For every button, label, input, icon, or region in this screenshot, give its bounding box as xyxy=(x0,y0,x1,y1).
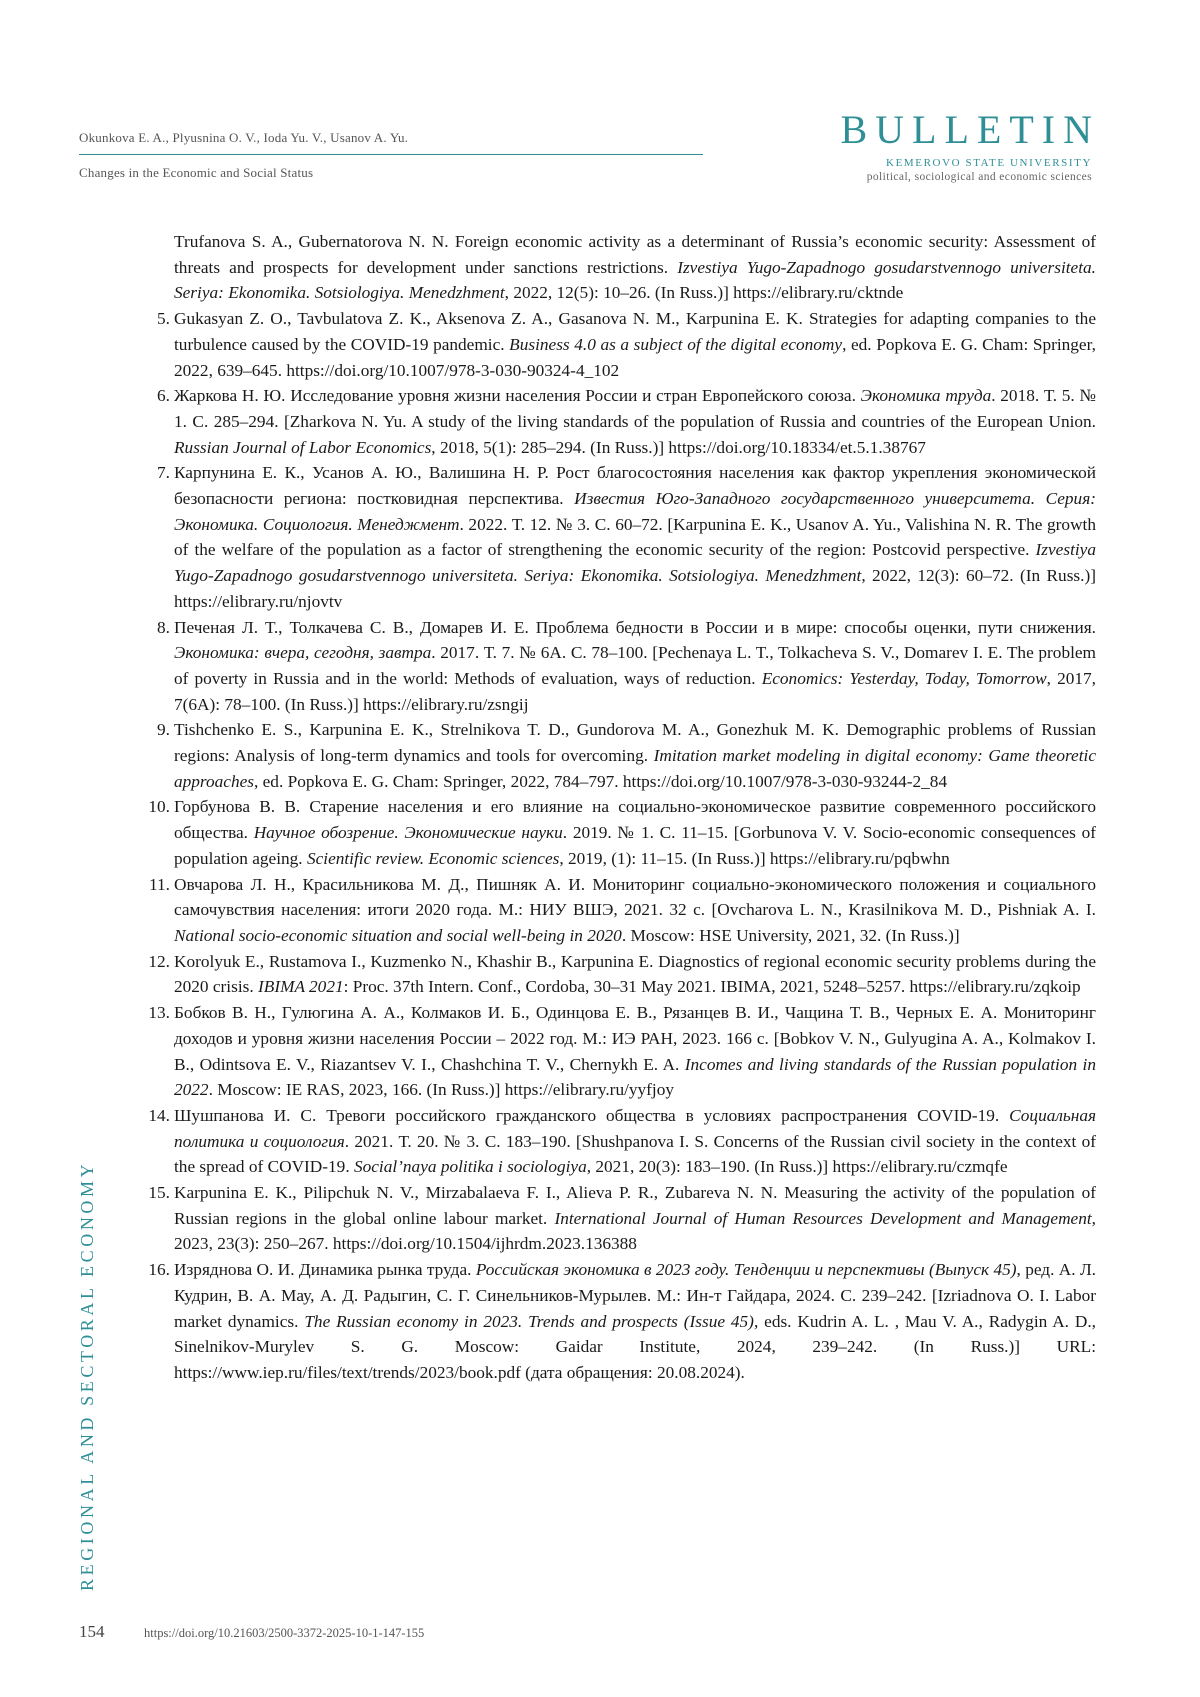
reference-text-segment: Овчарова Л. Н., Красильникова М. Д., Пишняк А. И. Мониторинг социально-экономического положения и социального самочувствия населения: итоги 2020 года. М.: НИУ ВШЭ, 2021. 32 с. [Ovcharova L. N., Krasilnikova M. D., Pishniak A. I. xyxy=(174,874,1096,920)
reference-item xyxy=(134,717,1096,794)
reference-text-segment: . 2019. № 1. С. 11–15. [Gorbunova V. V. Socio-economic consequences of population ageing. xyxy=(174,823,1097,868)
reference-text-segment: . Moscow: IE RAS, 2023, 166. (In Russ.)] https://elibrary.ru/yyfjoy xyxy=(208,1080,674,1100)
reference-number: 6. xyxy=(157,386,170,406)
section-side-label: REGIONAL AND SECTORAL ECONOMY xyxy=(77,1160,97,1591)
reference-item xyxy=(134,1103,1096,1180)
reference-text xyxy=(174,232,1096,302)
reference-text-segment: Gukasyan Z. O., Tavbulatova Z. K., Aksenova Z. A., Gasanova N. M., Karpunina E. K. Strategies for adapting companies to the turbulence caused by the COVID-19 pandemic. xyxy=(174,309,1096,354)
reference-text xyxy=(174,1106,1096,1176)
reference-number: 5. xyxy=(157,309,170,329)
reference-number: 12. xyxy=(148,951,170,971)
reference-source-title: Russian Journal of Labor Economics xyxy=(174,437,432,457)
reference-number: 10. xyxy=(148,797,170,817)
reference-text-segment: , 2018, 5(1): 285–294. (In Russ.)] https://doi.org/10.18334/et.5.1.38767 xyxy=(431,437,926,457)
reference-item xyxy=(134,1257,1096,1386)
reference-text-segment: Trufanova S. A., Gubernatorova N. N. Foreign economic activity as a determinant of Russia’s economic security: Assessment of threats and prospects for development under sanctions restrictions. xyxy=(174,232,1096,277)
reference-text xyxy=(174,720,1096,790)
reference-text xyxy=(174,618,1096,714)
reference-text-segment: . Moscow: HSE University, 2021, 32. (In Russ.)] xyxy=(621,925,960,945)
reference-text-segment: , 2017, 7(6A): 78–100. (In Russ.)] https://elibrary.ru/zsngij xyxy=(174,668,1096,714)
reference-text xyxy=(174,1183,1096,1253)
reference-source-title: Social’naya politika i sociologiya xyxy=(353,1157,587,1177)
reference-item xyxy=(134,383,1096,460)
reference-source-title: Economics: Yesterday, Today, Tomorrow xyxy=(761,668,1047,688)
reference-text-segment: Tishchenko E. S., Karpunina E. K., Strelnikova T. D., Gundorova M. A., Gonezhuk M. K. Demographic problems of Russian regions: Analysis of long-term dynamics and tools for overcoming. xyxy=(174,720,1096,766)
reference-number: 16. xyxy=(148,1260,170,1280)
reference-text-segment: , ред. А. Л. Кудрин, В. А. Мау, А. Д. Радыгин, С. Г. Синельников-Мурылев. М.: Ин-т Гайдара, 2024. С. 239–242. [Izriadnova O. I. Labor market dynamics. xyxy=(174,1260,1096,1331)
reference-source-title: Известия Юго-Западного государственного университета. Серия: Экономика. Социология. Менеджмент xyxy=(174,489,1096,534)
reference-source-title: Scientific review. Economic sciences xyxy=(306,848,560,868)
reference-text-segment: , 2022, 12(3): 60–72. (In Russ.)] https://elibrary.ru/njovtv xyxy=(174,566,1096,611)
reference-source-title: Incomes and living standards of the Russian population in 2022 xyxy=(174,1054,1096,1100)
reference-item xyxy=(134,229,1096,306)
header-subtitle: Changes in the Economic and Social Status xyxy=(79,165,314,180)
reference-text-segment: Korolyuk E., Rustamova I., Kuzmenko N., Khashir B., Karpunina E. Diagnostics of regional economic security problems during the 2020 crisis. xyxy=(174,951,1096,997)
reference-source-title: National socio-economic situation and social well-being in 2020 xyxy=(174,925,622,945)
reference-text-segment: Karpunina E. K., Pilipchuk N. V., Mirzabalaeva F. I., Alieva P. R., Zubareva N. N. Measuring the activity of the population of Russian regions in the global online labour market. xyxy=(174,1183,1096,1228)
reference-text xyxy=(174,463,1096,611)
reference-source-title: International Journal of Human Resources Development and Management xyxy=(554,1208,1092,1228)
reference-source-title: Экономика труда xyxy=(860,386,992,406)
reference-number: 8. xyxy=(157,617,170,637)
reference-source-title: Экономика: вчера, сегодня, завтра xyxy=(174,643,432,663)
reference-source-title: Российская экономика в 2023 году. Тенденции и перспективы (Выпуск 45) xyxy=(475,1260,1017,1280)
reference-text xyxy=(174,952,1096,997)
reference-source-title: The Russian economy in 2023. Trends and prospects (Issue 45) xyxy=(304,1311,754,1331)
reference-text-segment: Горбунова В. В. Старение населения и его влияние на социально-экономическое развитие современного российского общества. xyxy=(174,797,1096,843)
reference-source-title: Izvestiya Yugo-Zapadnogo gosudarstvennogo universiteta. Seriya: Ekonomika. Sotsiologiya. Menedzhment xyxy=(174,540,1096,586)
reference-number: 9. xyxy=(157,720,170,740)
reference-text-segment: Бобков В. Н., Гулюгина А. А., Колмаков И. Б., Одинцова Е. В., Рязанцев В. И., Чащина Т. В., Черных Е. А. Мониторинг доходов и уровня жизни населения России – 2022 год. М.: ИЭ РАН, 2023. 166 с. [Bobkov V. N., Gulyugina A. A., Kolmakov I. B., Odintsova E. V., Riazantsev V. I., Chashchina T. V., Chernykh E. A. xyxy=(174,1003,1096,1074)
header-divider xyxy=(79,154,703,155)
reference-source-title: IBIMA 2021 xyxy=(258,977,344,997)
reference-source-title: Business 4.0 as a subject of the digital economy xyxy=(509,334,843,354)
reference-text xyxy=(174,1260,1096,1382)
reference-text-segment: Жаркова Н. Ю. Исследование уровня жизни населения России и стран Европейского союза. xyxy=(174,386,861,406)
reference-source-title: Социальная политика и социология xyxy=(174,1105,1096,1151)
reference-item xyxy=(134,872,1096,949)
reference-list xyxy=(134,229,1096,1386)
reference-text-segment: , ed. Popkova E. G. Cham: Springer, 2022, 784–797. https://doi.org/10.1007/978-3-030-93244-2_84 xyxy=(254,771,948,791)
reference-text xyxy=(174,386,1096,456)
reference-text-segment: : Proc. 37th Intern. Conf., Cordoba, 30–31 May 2021. IBIMA, 2021, 5248–5257. https://elibrary.ru/zqkoip xyxy=(343,977,1081,997)
reference-text xyxy=(174,797,1096,867)
reference-item xyxy=(134,1180,1096,1257)
reference-text-segment: , ed. Popkova E. G. Cham: Springer, 2022, 639–645. https://doi.org/10.1007/978-3-030-90324-4_102 xyxy=(174,334,1096,380)
header-authors: Okunkova E. A., Plyusnina O. V., Ioda Yu. V., Usanov A. Yu. xyxy=(79,130,409,145)
reference-text-segment: , 2021, 20(3): 183–190. (In Russ.)] https://elibrary.ru/czmqfe xyxy=(586,1157,1008,1177)
reference-text xyxy=(174,1003,1096,1099)
reference-number: 15. xyxy=(148,1183,170,1203)
reference-text-segment: . 2017. Т. 7. № 6А. С. 78–100. [Pechenaya L. T., Tolkacheva S. V., Domarev I. E. The problem of poverty in Russia and in the world: Methods of evaluation, ways of reduction. xyxy=(174,643,1096,688)
journal-logo xyxy=(840,107,1100,185)
reference-text-segment: Шушпанова И. С. Тревоги российского гражданского общества в условиях распространения COVID-19. xyxy=(174,1105,1010,1125)
reference-text-segment: . 2022. Т. 12. № 3. С. 60–72. [Karpunina E. K., Usanov A. Yu., Valishina N. R. The growth of the welfare of the population as a factor of strengthening the economic security of the region: Postcovid perspective. xyxy=(174,514,1096,560)
reference-text xyxy=(174,875,1096,945)
reference-text-segment: , eds. Kudrin A. L. , Mau V. A., Radygin A. D., Sinelnikov-Murylev S. G. Moscow: Gaidar Institute, 2024, 239–242. (In Russ.)] URL: https://www.iep.ru/files/text/trends/2023/book.pdf (дата обращения: 20.08.2024). xyxy=(174,1311,1097,1382)
reference-text-segment: . 2021. Т. 20. № 3. С. 183–190. [Shushpanova I. S. Concerns of the Russian civil society in the context of the spread of COVID-19. xyxy=(174,1131,1096,1177)
reference-item xyxy=(134,615,1096,718)
reference-source-title: Imitation market modeling in digital economy: Game theoretic approaches xyxy=(174,746,1096,791)
logo-university: KEMEROVO STATE UNIVERSITY xyxy=(886,157,1092,169)
reference-text-segment: , 2019, (1): 11–15. (In Russ.)] https://elibrary.ru/pqbwhn xyxy=(559,848,950,868)
page-number: 154 xyxy=(79,1622,105,1641)
reference-text-segment: Карпунина Е. К., Усанов А. Ю., Валишина Н. Р. Рост благосостояния населения как фактор укрепления экономической безопасности региона: постковидная перспектива. xyxy=(174,463,1096,509)
reference-item xyxy=(134,306,1096,383)
reference-text-segment: Изряднова О. И. Динамика рынка труда. xyxy=(174,1260,476,1280)
reference-text-segment: , 2023, 23(3): 250–267. https://doi.org/10.1504/ijhrdm.2023.136388 xyxy=(174,1208,1096,1254)
reference-text-segment: , 2022, 12(5): 10–26. (In Russ.)] https://elibrary.ru/cktnde xyxy=(504,283,904,303)
reference-source-title: Izvestiya Yugo-Zapadnogo gosudarstvennogo universiteta. Seriya: Ekonomika. Sotsiologiya. Menedzhment xyxy=(174,257,1096,303)
reference-number: 13. xyxy=(148,1003,170,1023)
reference-text xyxy=(174,309,1096,379)
footer-doi: https://doi.org/10.21603/2500-3372-2025-10-1-147-155 xyxy=(144,1626,425,1640)
reference-item xyxy=(134,949,1096,1000)
reference-item xyxy=(134,794,1096,871)
reference-item xyxy=(134,1000,1096,1103)
reference-number: 14. xyxy=(148,1105,170,1125)
reference-number: 11. xyxy=(149,874,170,894)
reference-text-segment: Печеная Л. Т., Толкачева С. В., Домарев И. Е. Проблема бедности в России и в мире: способы оценки, пути снижения. xyxy=(174,617,1096,637)
reference-text-segment: . 2018. Т. 5. № 1. С. 285–294. [Zharkova N. Yu. A study of the living standards of the population of Russia and countries of the European Union. xyxy=(174,386,1096,431)
logo-title: BULLETIN xyxy=(840,107,1100,152)
reference-item xyxy=(134,460,1096,614)
reference-number: 7. xyxy=(157,463,170,483)
reference-source-title: Научное обозрение. Экономические науки xyxy=(253,823,563,843)
logo-section: political, sociological and economic sciences xyxy=(866,171,1092,183)
